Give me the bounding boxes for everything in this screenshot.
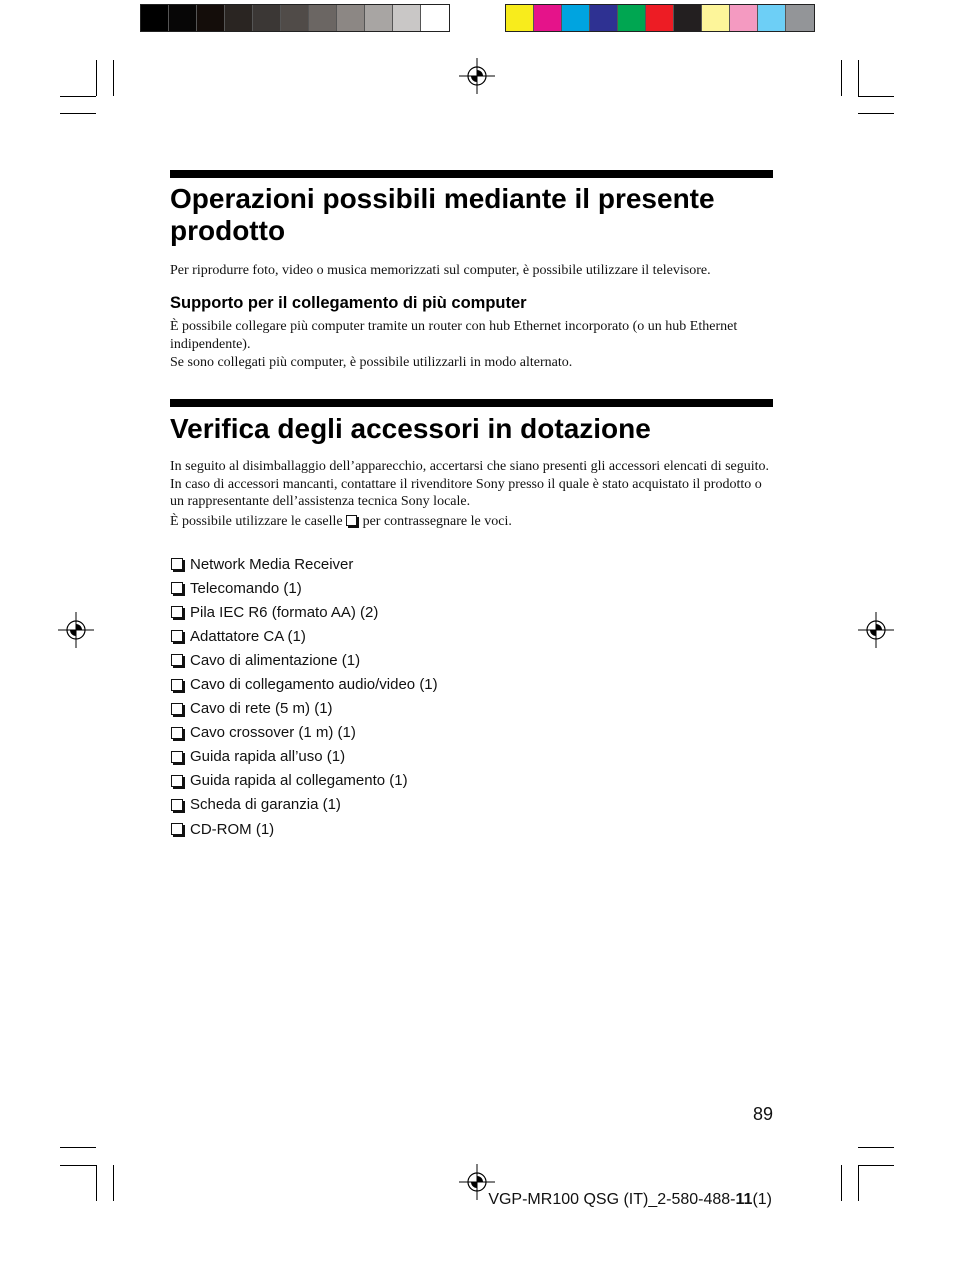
color-swatch: [141, 5, 169, 31]
color-swatch: [534, 5, 562, 31]
checkbox-icon[interactable]: [171, 751, 183, 763]
color-swatch: [281, 5, 309, 31]
checkbox-icon[interactable]: [171, 582, 183, 594]
checklist-item: [170, 624, 438, 648]
color-swatch: [253, 5, 281, 31]
checkbox-icon[interactable]: [171, 727, 183, 739]
color-swatch: [506, 5, 534, 31]
color-swatch: [337, 5, 365, 31]
section-title-accessori: Verifica degli accessori in dotazione: [170, 413, 651, 444]
checklist-item-label: Network Media Receiver: [190, 555, 354, 573]
crop-mark: [858, 96, 894, 97]
paragraph: Se sono collegati più computer, è possibile utilizzarli in modo alternato.: [170, 355, 573, 370]
crop-mark: [858, 1165, 894, 1166]
color-swatch: [309, 5, 337, 31]
registration-mark-icon: [858, 612, 894, 648]
color-swatch: [702, 5, 730, 31]
color-swatch: [562, 5, 590, 31]
color-swatch: [758, 5, 786, 31]
subheading-multi-computer: Supporto per il collegamento di più computer: [170, 294, 527, 312]
registration-mark-icon: [58, 612, 94, 648]
color-swatch: [646, 5, 674, 31]
accessories-checklist: [170, 552, 438, 841]
checklist-item-label: Adattatore CA (1): [190, 627, 306, 645]
checkbox-note-text: per contrassegnare le voci.: [362, 514, 512, 529]
crop-mark: [858, 113, 894, 114]
document-code: [488, 1191, 772, 1209]
color-swatch: [365, 5, 393, 31]
checklist-item: [170, 600, 438, 624]
checklist-item-label: CD-ROM (1): [190, 820, 275, 838]
checkbox-icon: [346, 515, 357, 526]
section-title-operazioni: Operazioni possibili mediante il presente prodotto: [170, 183, 715, 246]
checklist-item-label: Pila IEC R6 (formato AA) (2): [190, 603, 379, 621]
section-rule: [170, 170, 773, 178]
checklist-item-label: Scheda di garanzia (1): [190, 796, 341, 814]
registration-mark-icon: [459, 58, 495, 94]
checkbox-note: [170, 513, 770, 531]
color-swatch: [590, 5, 618, 31]
checklist-item: [170, 552, 438, 576]
color-swatch: [674, 5, 702, 31]
doc-code-bold: 11: [735, 1191, 753, 1208]
page-number: 89: [752, 1104, 773, 1124]
checkbox-icon[interactable]: [171, 558, 183, 570]
checklist-item: [170, 769, 438, 793]
checklist-item: [170, 721, 438, 745]
checkbox-icon[interactable]: [171, 606, 183, 618]
checkbox-icon[interactable]: [171, 775, 183, 787]
crop-mark: [113, 60, 114, 96]
checkbox-note-text: È possibile utilizzare le caselle: [170, 514, 343, 529]
crop-mark: [60, 96, 96, 97]
color-swatch: [730, 5, 758, 31]
color-swatch: [393, 5, 421, 31]
color-bar: [505, 4, 815, 32]
checkbox-icon[interactable]: [171, 799, 183, 811]
section-intro: In seguito al disimballaggio dell’apparecchio, accertarsi che siano presenti gli accessori elencati di seguito. In caso di accessori mancanti, contattare il rivenditore Sony presso il quale è stato acquistato il prodotto o un rappresentante dell’assistenza tecnica Sony locale.: [170, 459, 770, 509]
checklist-item-label: Cavo di rete (5 m) (1): [190, 700, 333, 718]
color-swatch: [421, 5, 449, 31]
checklist-item-label: Cavo crossover (1 m) (1): [190, 724, 356, 742]
crop-mark: [841, 60, 842, 96]
crop-mark: [858, 60, 859, 96]
checkbox-icon[interactable]: [171, 679, 183, 691]
checkbox-icon[interactable]: [171, 823, 183, 835]
crop-mark: [858, 1165, 859, 1201]
checklist-item: [170, 793, 438, 817]
checklist-item: [170, 672, 438, 696]
checkbox-icon[interactable]: [171, 630, 183, 642]
color-swatch: [197, 5, 225, 31]
crop-mark: [841, 1165, 842, 1201]
crop-mark: [60, 113, 96, 114]
checklist-item-label: Cavo di alimentazione (1): [190, 651, 361, 669]
grayscale-bar: [140, 4, 450, 32]
checkbox-icon[interactable]: [171, 703, 183, 715]
paragraph: È possibile collegare più computer tramite un router con hub Ethernet incorporato (o un hub Ethernet indipendente).: [170, 319, 738, 352]
checklist-item-label: Telecomando (1): [190, 579, 302, 597]
checklist-item-label: Guida rapida all’uso (1): [190, 748, 346, 766]
crop-mark: [858, 1147, 894, 1148]
color-swatch: [618, 5, 646, 31]
checkbox-icon[interactable]: [171, 654, 183, 666]
crop-mark: [96, 60, 97, 96]
crop-mark: [113, 1165, 114, 1201]
section-rule: [170, 399, 773, 407]
color-swatch: [169, 5, 197, 31]
color-swatch: [225, 5, 253, 31]
checklist-item: [170, 648, 438, 672]
checklist-item-label: Cavo di collegamento audio/video (1): [190, 676, 438, 694]
checklist-item-label: Guida rapida al collegamento (1): [190, 772, 408, 790]
crop-mark: [60, 1147, 96, 1148]
doc-code-prefix: VGP-MR100 QSG (IT)_2-580-488-: [488, 1191, 736, 1208]
checklist-item: [170, 697, 438, 721]
checklist-item: [170, 576, 438, 600]
section-intro: Per riprodurre foto, video o musica memorizzati sul computer, è possibile utilizzare il televisore.: [170, 263, 711, 278]
doc-code-suffix: (1): [752, 1191, 772, 1208]
checklist-item: [170, 817, 438, 841]
crop-mark: [96, 1165, 97, 1201]
crop-mark: [60, 1165, 96, 1166]
color-swatch: [786, 5, 814, 31]
checklist-item: [170, 745, 438, 769]
